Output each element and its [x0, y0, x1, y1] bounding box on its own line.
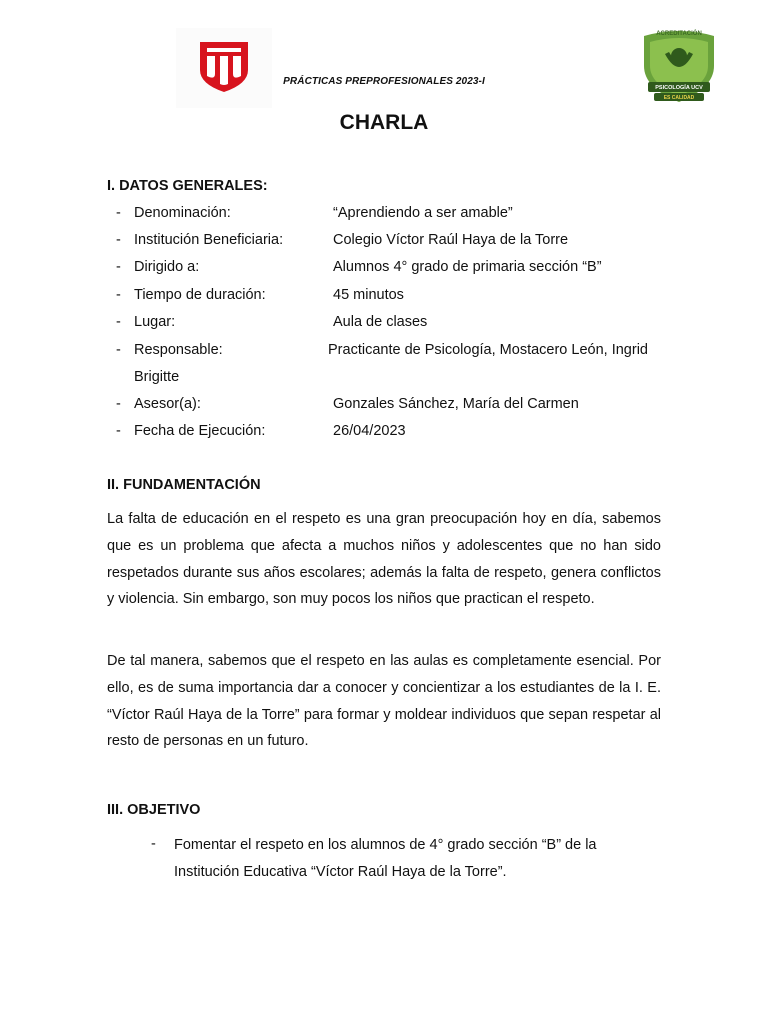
datos-value: 45 minutos	[333, 287, 404, 303]
datos-label: Tiempo de duración:	[134, 287, 266, 303]
section-heading-objetivo: III. OBJETIVO	[107, 802, 201, 818]
datos-row-asesor	[107, 396, 667, 416]
datos-label: Denominación:	[134, 205, 231, 221]
section-heading-datos-generales: I. DATOS GENERALES:	[107, 178, 268, 194]
datos-value: Colegio Víctor Raúl Haya de la Torre	[333, 232, 569, 248]
bullet-dash: -	[116, 423, 121, 439]
datos-value: Gonzales Sánchez, María del Carmen	[333, 396, 579, 412]
datos-row-dirigido	[107, 259, 667, 279]
datos-label: Dirigido a:	[134, 259, 200, 275]
fundamentacion-paragraph-1: La falta de educación en el respeto es una gran preocupación hoy en día, sabemos que es un problema que afecta a muchos niños y adolescentes que no han sido respetados durante sus años escolares; además la falta de respeto, genera conflictos y violencia. Sin embargo, son muy pocos los niños que practican el respeto.	[107, 511, 661, 608]
datos-label: Lugar:	[134, 314, 176, 330]
badge-bottom-text: ES CALIDAD	[663, 95, 695, 101]
acreditacion-badge-icon	[640, 26, 718, 106]
bullet-dash: -	[116, 396, 121, 412]
document-title: CHARLA	[339, 111, 429, 134]
datos-label: Responsable:	[134, 342, 223, 358]
datos-label: Institución Beneficiaria:	[134, 232, 284, 248]
datos-value-continuation: Brigitte	[134, 369, 180, 385]
badge-top-text: ACREDITACIÓN	[656, 31, 702, 37]
bullet-dash: -	[116, 314, 121, 330]
datos-value: Practicante de Psicología, Mostacero León, Ingrid	[328, 342, 648, 358]
datos-value: Aula de clases	[333, 314, 428, 330]
objetivo-item: Fomentar el respeto en los alumnos de 4° grado sección “B” de la Institución Educativa “Víctor Raúl Haya de la Torre”.	[174, 837, 597, 880]
bullet-dash: -	[116, 342, 121, 358]
badge-middle-text: PSICOLOGÍA UCV	[655, 85, 703, 91]
datos-row-responsable	[107, 342, 667, 362]
bullet-dash: -	[116, 259, 121, 275]
section-heading-fundamentacion: II. FUNDAMENTACIÓN	[107, 477, 261, 493]
datos-row-institucion	[107, 232, 667, 252]
bullet-dash: -	[116, 232, 121, 248]
fundamentacion-paragraph-2: De tal manera, sabemos que el respeto en las aulas es completamente esencial. Por ello, es de suma importancia dar a conocer y concientizar a los estudiantes de la I. E. “Víctor Raúl Haya de la Torre” para formar y moldear individuos que sepan respetar al resto de personas en un futuro.	[107, 653, 661, 750]
datos-row-tiempo	[107, 287, 667, 307]
bullet-dash: -	[116, 287, 121, 303]
header-subtitle: PRÁCTICAS PREPROFESIONALES 2023-I	[283, 76, 485, 87]
datos-value: 26/04/2023	[333, 423, 406, 439]
ucv-logo	[176, 28, 272, 108]
datos-value: “Aprendiendo a ser amable”	[333, 205, 513, 221]
bullet-dash: -	[151, 836, 156, 852]
datos-row-lugar	[107, 314, 667, 334]
datos-row-fecha	[107, 423, 667, 443]
datos-label: Asesor(a):	[134, 396, 201, 412]
datos-value: Alumnos 4° grado de primaria sección “B”	[333, 259, 602, 275]
datos-label: Fecha de Ejecución:	[134, 423, 266, 439]
acreditacion-badge	[640, 26, 718, 106]
datos-row-denominacion	[107, 205, 667, 225]
bullet-dash: -	[116, 205, 121, 221]
